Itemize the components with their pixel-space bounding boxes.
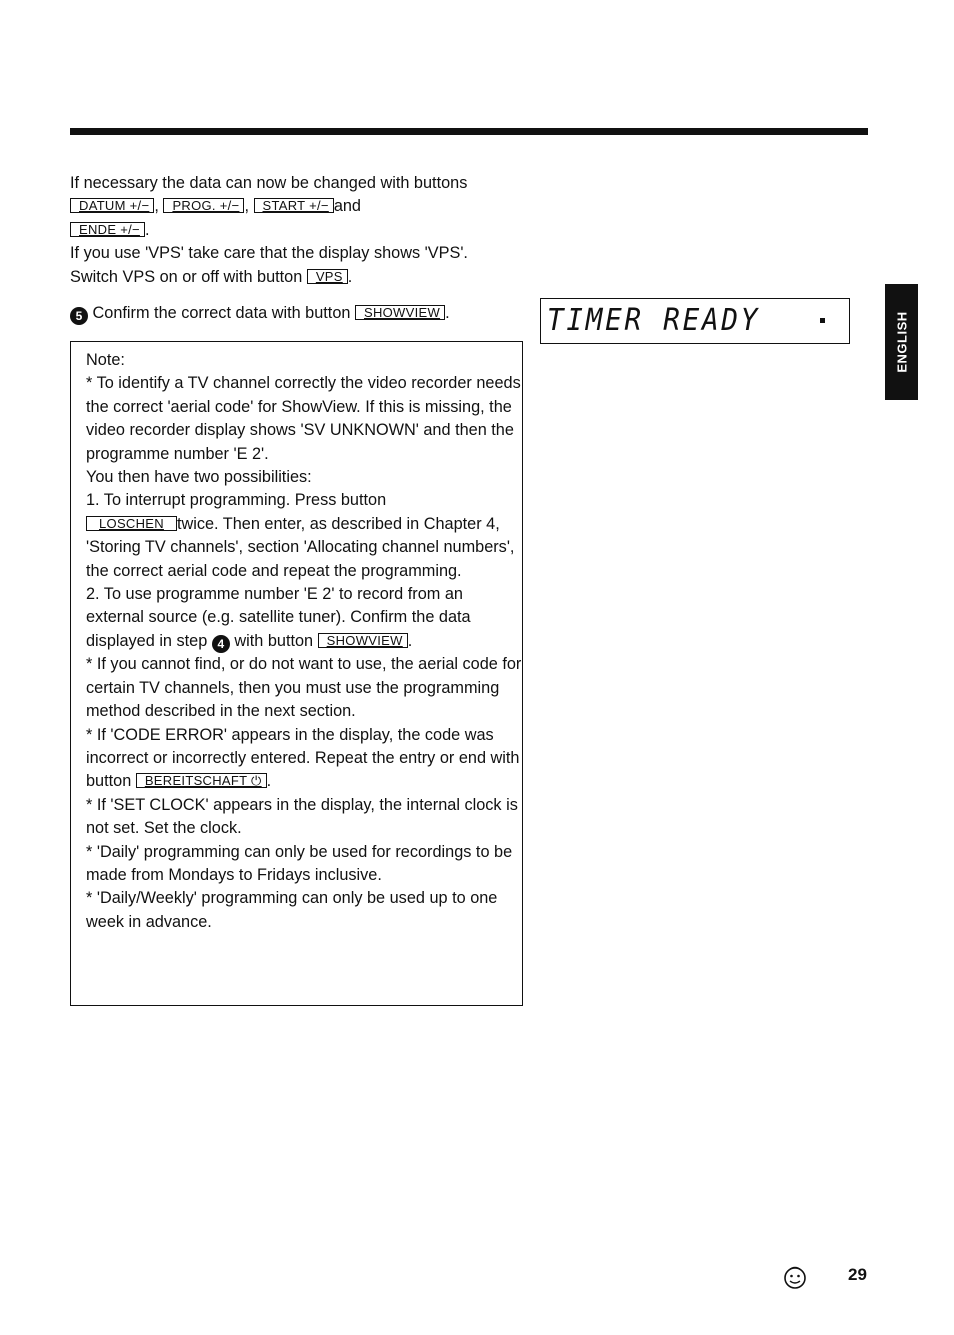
vcr-display	[540, 298, 850, 344]
note-p7: * If 'SET CLOCK' appears in the display, the internal clock is not set. Set the clock.	[86, 795, 518, 838]
showview-button: SHOWVIEW	[318, 633, 408, 648]
intro-buttons-line	[70, 195, 530, 218]
page-number: 29	[848, 1265, 867, 1284]
language-tab-label: ENGLISH	[894, 311, 909, 373]
separator: ,	[154, 197, 164, 216]
intro-ende-line	[70, 219, 530, 242]
note-p6	[86, 724, 522, 794]
intro-text	[70, 172, 530, 289]
separator: ,	[244, 197, 254, 216]
note-text: * If 'CODE ERROR' appears in the display, the code was incorrect or incorrectly entered. Repeat the entry or end with button	[86, 725, 520, 791]
note-text: 1. To interrupt programming. Press button	[86, 491, 387, 510]
period: .	[144, 220, 150, 239]
vps-line-1: If you use 'VPS' take care that the display shows 'VPS'.	[70, 244, 468, 263]
prog-button: PROG. +/−	[163, 198, 244, 213]
period: .	[407, 631, 413, 650]
period: .	[266, 772, 272, 791]
start-button: START +/−	[254, 198, 334, 213]
note-p1: * To identify a TV channel correctly the video recorder needs the correct 'aerial code' for ShowView. If this is missing, the video recorder display shows 'SV UNKNOWN' and then the programme number 'E 2'.	[86, 374, 521, 463]
note-p2: You then have two possibilities:	[86, 468, 312, 487]
note-text: twice. Then enter, as described in Chapter 4, 'Storing TV channels', section 'Allocating channel numbers', the correct aerial code and repeat the programming.	[86, 514, 515, 580]
ende-button: ENDE +/−	[70, 222, 145, 237]
showview-button: SHOWVIEW	[355, 305, 445, 320]
loeschen-button: LOSCHEN	[86, 516, 177, 531]
header-rule	[70, 128, 868, 135]
and-word: and	[333, 197, 361, 216]
display-text: TIMER READY	[547, 303, 761, 338]
note-p5: * If you cannot find, or do not want to use, the aerial code for certain TV channels, then you must use the programming method described in the next section.	[86, 655, 522, 721]
period: .	[445, 304, 450, 322]
note-heading: Note:	[86, 351, 125, 369]
step-ref-badge: 4	[212, 635, 230, 653]
datum-button: DATUM +/−	[70, 198, 154, 213]
language-tab	[885, 284, 918, 400]
note-text: 2. To use programme number 'E 2' to record from an external source (e.g. satellite tuner). Confirm the data displayed in step	[86, 585, 471, 650]
note-text: with button	[234, 631, 314, 650]
note-p4	[86, 583, 522, 653]
note-p9: * 'Daily/Weekly' programming can only be used up to one week in advance.	[86, 889, 498, 931]
intro-sentence: If necessary the data can now be changed with buttons	[70, 174, 468, 192]
intro-line	[70, 172, 530, 195]
step-number-badge: 5	[70, 307, 88, 325]
step-5	[70, 302, 450, 325]
period: .	[347, 267, 353, 286]
vps-line-2	[70, 266, 530, 289]
note-p8: * 'Daily' programming can only be used for recordings to be made from Mondays to Fridays inclusive.	[86, 842, 513, 884]
smiley-icon	[780, 1264, 810, 1292]
note-p3	[86, 489, 522, 583]
step-text: Confirm the correct data with button	[92, 304, 351, 322]
bereitschaft-button: BEREITSCHAFT ⏻	[136, 773, 267, 788]
vps-button: VPS	[307, 269, 348, 284]
note-box	[70, 341, 523, 1006]
display-indicator-dot	[820, 318, 825, 323]
vps-text: Switch VPS on or off with button	[70, 267, 303, 286]
